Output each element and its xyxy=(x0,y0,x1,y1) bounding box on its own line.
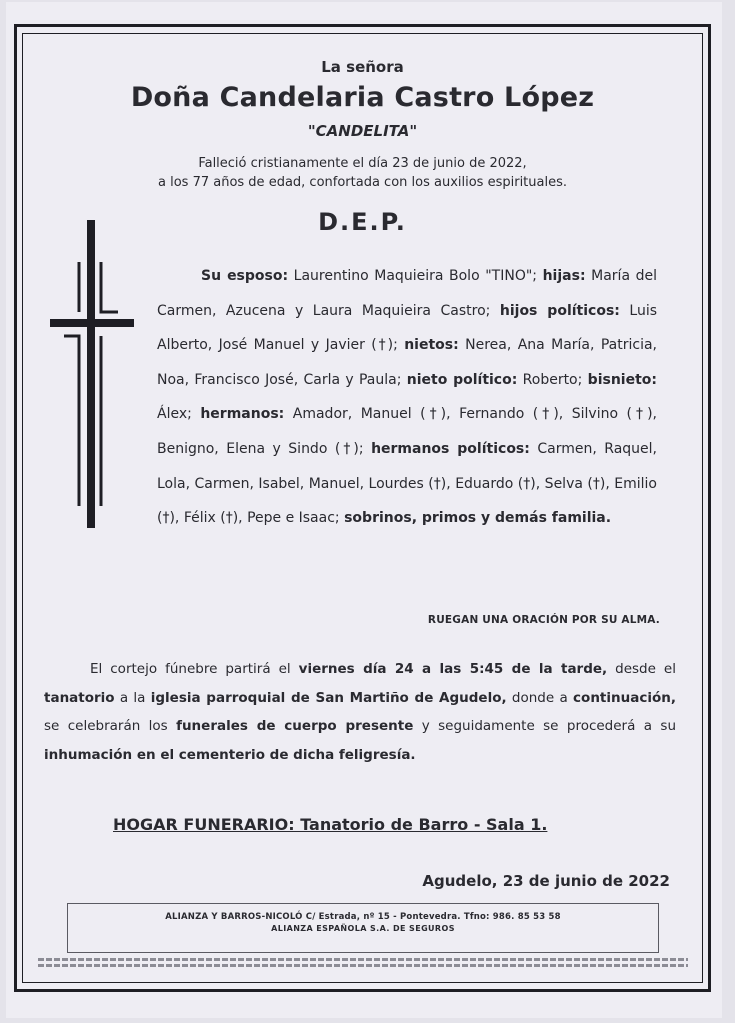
funeral-run: tanatorio xyxy=(44,689,115,706)
family-run: María del Carmen, Azucena y Laura Maquieira Castro; xyxy=(157,268,657,319)
family-run: bisnieto: xyxy=(587,371,657,388)
funeral-run: funerales de cuerpo presente xyxy=(176,718,414,734)
funeral-run: inhumación en el cementerio de dicha feligresía. xyxy=(44,746,416,763)
funeral-run: iglesia parroquial de San Martiño de Agudelo, xyxy=(150,689,507,706)
funeral-run: donde a xyxy=(506,689,574,706)
company-contact: ALIANZA Y BARROS-NICOLÓ C/ Estrada, nº 15 - Pontevedra. Tfno: 986. 85 53 58 xyxy=(165,912,561,922)
funeral-run: continuación, xyxy=(573,689,676,706)
family-run: Laurentino Maquieira Bolo "TINO"; xyxy=(288,268,543,284)
funeral-run: desde el xyxy=(607,661,676,677)
family-run: Amador, Manuel (†), Fernando (†), Silvino (†), Benigno, Elena y Sindo (†); xyxy=(157,406,657,457)
funeral-details xyxy=(44,655,676,769)
family-run: hermanos políticos: xyxy=(371,440,530,457)
death-notice xyxy=(30,154,695,192)
intro-text: La señora xyxy=(321,58,404,76)
family-run: nietos: xyxy=(404,337,459,354)
fine-print-lines xyxy=(38,958,688,972)
funeral-paragraph xyxy=(44,655,676,769)
family-run: sobrinos, primos y demás familia. xyxy=(344,510,612,527)
family-run: Roberto; xyxy=(517,371,588,388)
funeral-run: El cortejo fúnebre partirá el xyxy=(90,661,299,677)
family-run: Nerea, Ana María, Patricia, Noa, Francisco José, Carla y Paula; xyxy=(157,337,657,388)
funeral-company-box xyxy=(67,903,659,953)
death-line-2: a los 77 años de edad, confortada con los auxilios espirituales. xyxy=(158,175,567,190)
funeral-run: a la xyxy=(114,689,151,706)
family-run: Álex; xyxy=(157,406,201,423)
family-paragraph xyxy=(157,259,657,536)
dep-heading: D.E.P. xyxy=(318,208,407,236)
family-list xyxy=(157,259,657,536)
family-run: hijas: xyxy=(542,268,586,284)
cross-icon xyxy=(50,220,136,530)
funeral-home: HOGAR FUNERARIO: Tanatorio de Barro - Sala 1. xyxy=(113,815,548,834)
funeral-run: viernes día 24 a las 5:45 de la tarde, xyxy=(298,661,608,677)
family-run: nieto político: xyxy=(406,371,518,388)
place-date: Agudelo, 23 de junio de 2022 xyxy=(422,872,670,890)
prayer-request: RUEGAN UNA ORACIÓN POR SU ALMA. xyxy=(427,614,660,626)
deceased-name: Doña Candelaria Castro López xyxy=(130,82,595,113)
family-run: Carmen, Raquel, Lola, Carmen, Isabel, Manuel, Lourdes (†), Eduardo (†), Selva (†), Emilio (†), Félix (†), Pepe e Isaac; xyxy=(157,440,657,527)
family-run: Luis Alberto, José Manuel y Javier (†); xyxy=(157,302,657,354)
family-run: hijos políticos: xyxy=(499,302,620,319)
family-run: Su esposo: xyxy=(201,268,289,284)
funeral-run: y seguidamente se procederá a su xyxy=(413,718,676,734)
insurer-name: ALIANZA ESPAÑOLA S.A. DE SEGUROS xyxy=(271,924,455,933)
funeral-run: se celebrarán los xyxy=(44,718,177,734)
death-line-1: Falleció cristianamente el día 23 de junio de 2022, xyxy=(198,156,527,171)
family-run: hermanos: xyxy=(200,406,285,423)
nickname: "CANDELITA" xyxy=(307,122,418,140)
